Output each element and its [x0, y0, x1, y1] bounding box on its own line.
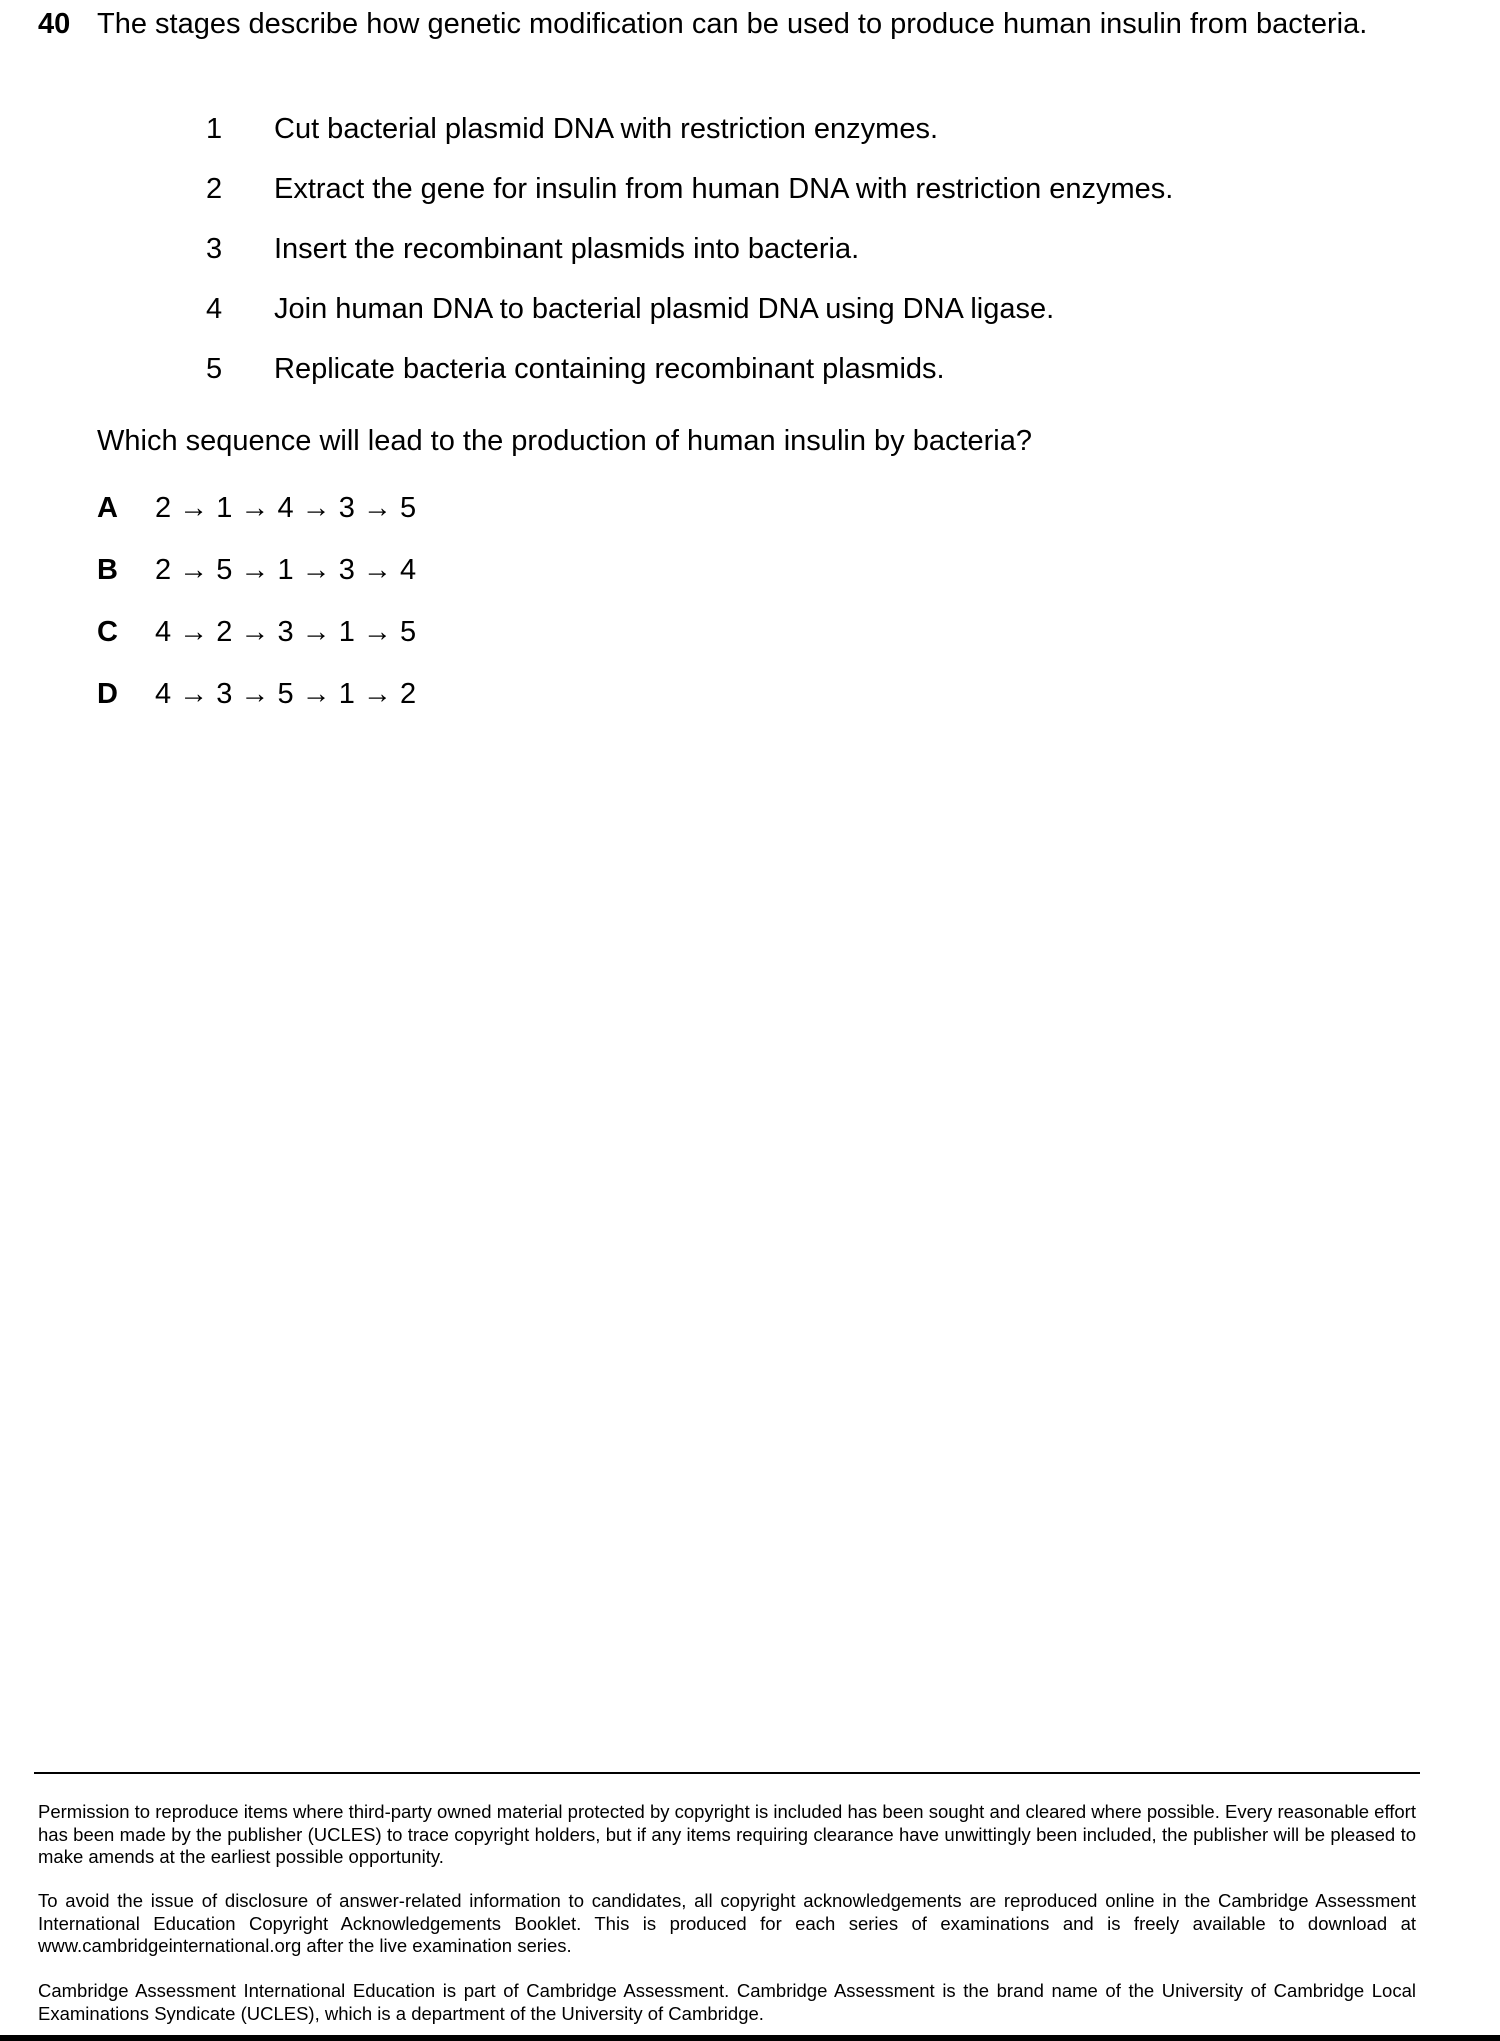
stage-number: 5 [206, 353, 223, 385]
copyright-acknowledgements-notice: To avoid the issue of disclosure of answer-related information to candidates, all copyright acknowledgements are reproduced online in the Cambridge Assessment International Education Copyright Acknowledgements Booklet. This is produced for each series of examinations and is freely available to download at www.cambridgeinternational.org after the live examination series. [38, 1890, 1416, 1956]
question-number: 40 [38, 8, 71, 40]
option-sequence: 2 → 1 → 4 → 3 → 5 [155, 492, 417, 524]
option-letter: A [97, 492, 118, 524]
option-letter: C [97, 616, 118, 648]
option-sequence: 4 → 3 → 5 → 1 → 2 [155, 678, 417, 710]
stage-text: Replicate bacteria containing recombinant plasmids. [274, 353, 945, 385]
page-bottom-rule [0, 2035, 1500, 2041]
option-sequence: 2 → 5 → 1 → 3 → 4 [155, 554, 417, 586]
question-text: The stages describe how genetic modification can be used to produce human insulin from bacteria. [97, 8, 1368, 40]
option-letter: D [97, 678, 118, 710]
stage-number: 3 [206, 233, 223, 265]
question-prompt: Which sequence will lead to the production of human insulin by bacteria? [97, 425, 1032, 457]
stage-text: Insert the recombinant plasmids into bacteria. [274, 233, 860, 265]
option-sequence: 4 → 2 → 3 → 1 → 5 [155, 616, 417, 648]
cambridge-assessment-notice: Cambridge Assessment International Education is part of Cambridge Assessment. Cambridge Assessment is the brand name of the University of Cambridge Local Examinations Syndicate (UCLES), which is a department of the University of Cambridge. [38, 1980, 1416, 2024]
copyright-permission-notice: Permission to reproduce items where third-party owned material protected by copyright is included has been sought and cleared where possible. Every reasonable effort has been made by the publisher (UCLES) to trace copyright holders, but if any items requiring clearance have unwittingly been included, the publisher will be pleased to make amends at the earliest possible opportunity. [38, 1801, 1416, 1867]
stage-number: 2 [206, 173, 223, 205]
stage-text: Extract the gene for insulin from human DNA with restriction enzymes. [274, 173, 1174, 205]
stage-text: Join human DNA to bacterial plasmid DNA using DNA ligase. [274, 293, 1055, 325]
stage-number: 4 [206, 293, 223, 325]
stage-text: Cut bacterial plasmid DNA with restriction enzymes. [274, 113, 939, 145]
stage-number: 1 [206, 113, 223, 145]
footer-divider [34, 1772, 1420, 1774]
option-letter: B [97, 554, 118, 586]
